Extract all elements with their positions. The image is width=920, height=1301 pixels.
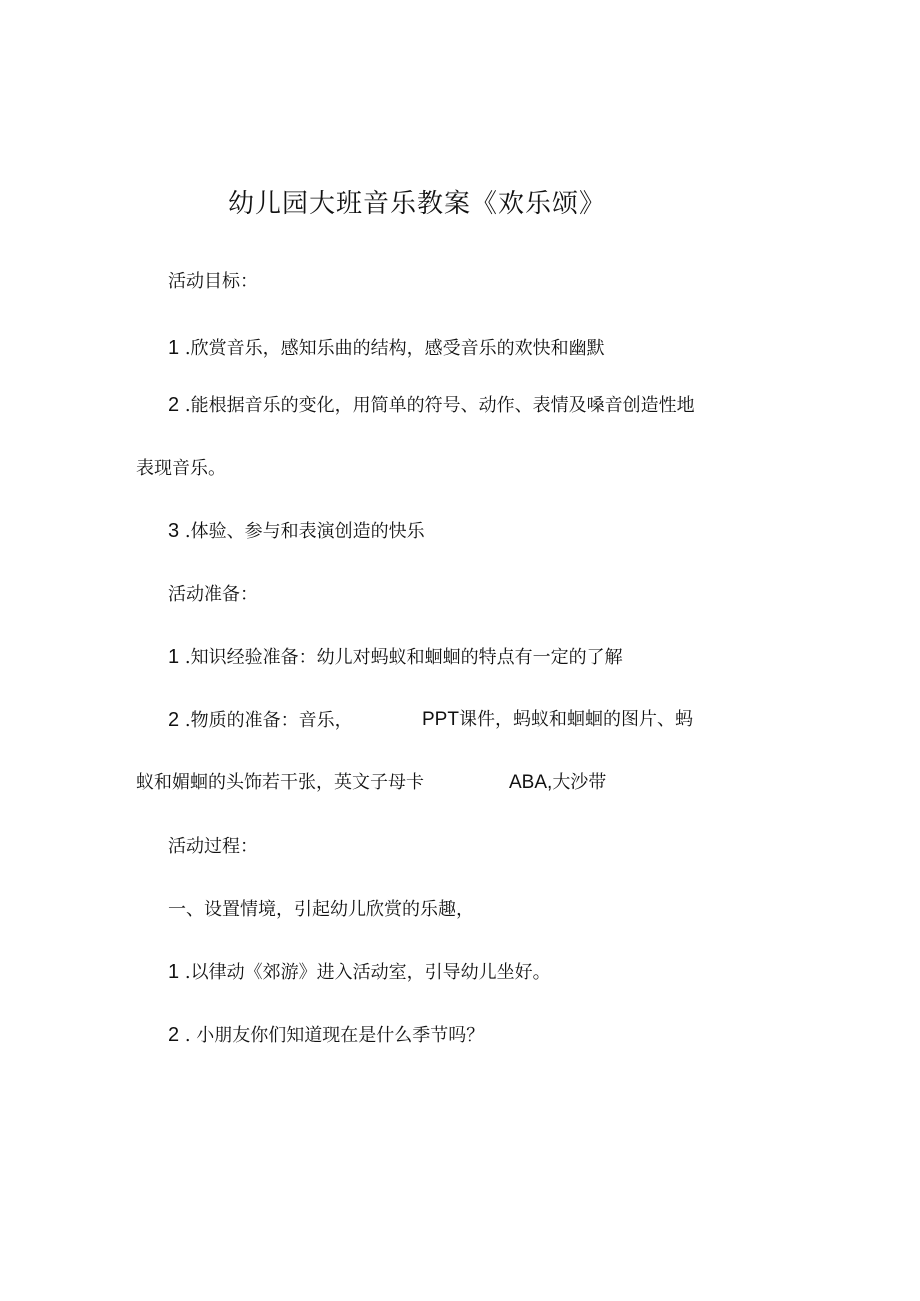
prep-heading: 活动准备：: [168, 584, 258, 605]
goal-text: .能根据音乐的变化，用简单的符号、动作、表情及嗓音创造性地: [184, 395, 695, 416]
goals-heading: 活动目标：: [168, 271, 258, 292]
list-number: 1: [168, 961, 180, 983]
goal-item-3: [168, 519, 425, 544]
prep-text: 大沙带: [552, 772, 607, 793]
step-text: .以律动《郊游》进入活动室，引导幼儿坐好。: [184, 962, 551, 983]
step-1-item-1: [168, 960, 551, 985]
step-1-heading: 一、设置情境，引起幼儿欣赏的乐趣，: [168, 899, 474, 920]
goal-item-1: [168, 336, 605, 361]
ppt-label: PPT: [422, 709, 459, 730]
prep-item-2-tail: [422, 708, 693, 732]
list-number: 2: [168, 709, 180, 731]
prep-item-1: [168, 645, 623, 670]
list-number: 1: [168, 337, 180, 359]
prep-text: 课件，蚂蚁和蛔蛔的图片、蚂: [458, 709, 693, 730]
goal-item-2-continuation: 表现音乐。: [136, 458, 226, 479]
goal-text: .体验、参与和表演创造的快乐: [184, 521, 425, 542]
prep-item-2: [168, 708, 353, 733]
step-text: . 小朋友你们知道现在是什么季节吗？: [184, 1025, 485, 1046]
prep-text: .物质的准备：音乐，: [184, 710, 353, 731]
goal-item-2: [168, 393, 695, 418]
prep-item-2-continuation-tail: [509, 771, 606, 795]
document-title: 幼儿园大班音乐教案《欢乐颂》: [228, 189, 607, 219]
list-number: 1: [168, 646, 180, 668]
aba-label: ABA,: [509, 772, 553, 793]
step-1-item-2: [168, 1023, 484, 1048]
prep-text: .知识经验准备：幼儿对蚂蚁和蛔蛔的特点有一定的了解: [184, 647, 623, 668]
list-number: 3: [168, 520, 180, 542]
list-number: 2: [168, 394, 180, 416]
prep-item-2-continuation: 蚁和媚蛔的头饰若干张，英文子母卡: [136, 772, 424, 793]
list-number: 2: [168, 1024, 180, 1046]
process-heading: 活动过程：: [168, 836, 258, 857]
goal-text: .欣赏音乐，感知乐曲的结构，感受音乐的欢快和幽默: [184, 338, 605, 359]
